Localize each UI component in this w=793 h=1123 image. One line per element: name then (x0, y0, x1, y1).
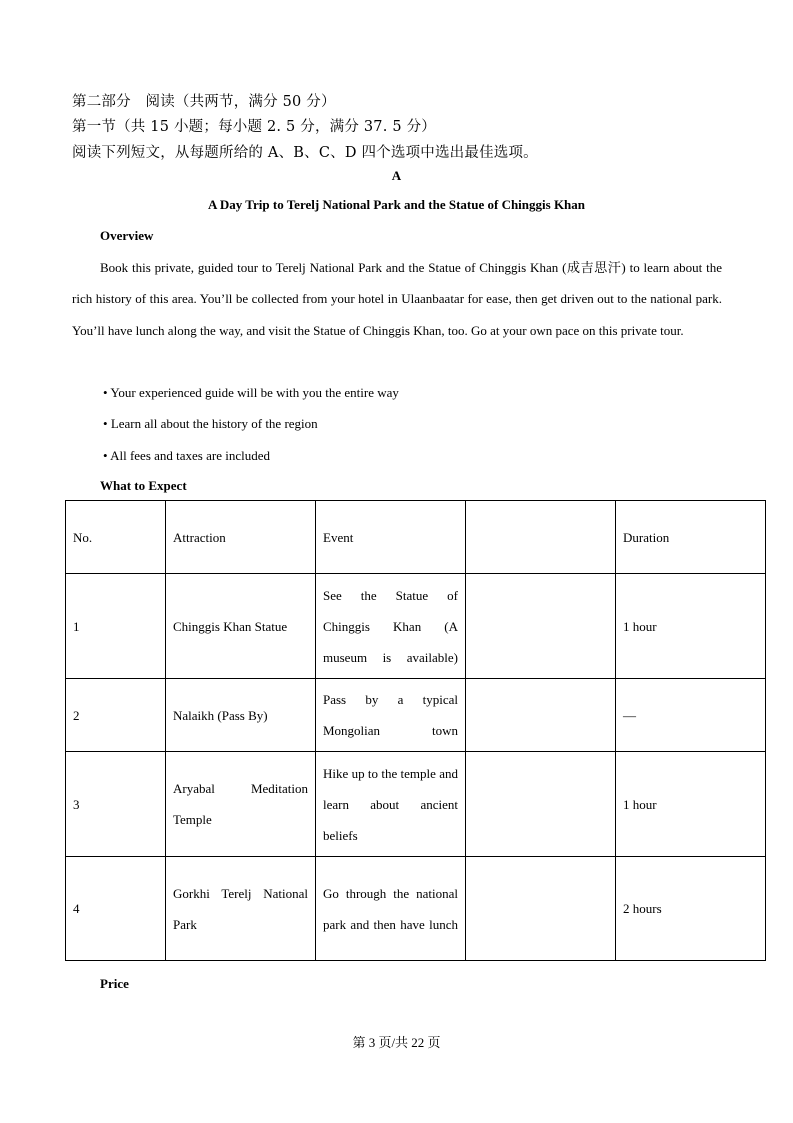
itinerary-table (65, 500, 766, 961)
table-row (66, 752, 766, 857)
feature-item: • All fees and taxes are included (103, 447, 270, 463)
table-row (66, 574, 766, 679)
cell-event: Pass by a typical Mongolian town (316, 679, 466, 752)
cell-blank (466, 679, 616, 752)
page-number: 第 3 页/共 22 页 (352, 1035, 441, 1050)
cell-duration: 1 hour (616, 574, 766, 679)
cell-attraction: Nalaikh (Pass By) (166, 679, 316, 752)
header-cell-event: Event (316, 501, 466, 574)
table-row (66, 679, 766, 752)
feature-item: • Learn all about the history of the region (103, 416, 318, 432)
header-cell-duration: Duration (616, 501, 766, 574)
part-heading: 第二部分 阅读（共两节，满分 50 分） (72, 94, 336, 110)
table-row (66, 857, 766, 961)
price-heading: Price (100, 976, 129, 991)
cell-duration: 1 hour (616, 752, 766, 857)
cell-no: 3 (66, 752, 166, 857)
cell-duration: — (616, 679, 766, 752)
overview-paragraph: Book this private, guided tour to Terelj National Park and the Statue of Chinggis Khan (成吉思汗) to learn about the rich history of this area. You’ll be collected from your hotel in Ulaanbaatar for ease, then get driven out to the national park. You’ll have lunch along the way, and visit the Statue of Chinggis Khan, too. Go at your own pace on this private tour. (72, 260, 722, 338)
cell-duration: 2 hours (616, 857, 766, 961)
cell-blank (466, 574, 616, 679)
what-to-expect-heading: What to Expect (100, 478, 187, 493)
cell-blank (466, 857, 616, 961)
cell-attraction: Aryabal Meditation Temple (166, 752, 316, 857)
header-cell-blank (466, 501, 616, 574)
overview-heading: Overview (100, 228, 154, 243)
feature-item: • Your experienced guide will be with you the entire way (103, 385, 399, 400)
cell-attraction: Chinggis Khan Statue (166, 574, 316, 679)
cell-attraction: Gorkhi Terelj National Park (166, 857, 316, 961)
instruction-text: 阅读下列短文，从每题所给的 A、B、C、D 四个选项中选出最佳选项。 (72, 145, 538, 161)
cell-event: Go through the national park and then have lunch (316, 857, 466, 961)
passage-letter: A (391, 168, 402, 183)
cell-no: 2 (66, 679, 166, 752)
cell-blank (466, 752, 616, 857)
cell-no: 4 (66, 857, 166, 961)
cell-no: 1 (66, 574, 166, 679)
table-header-row (66, 501, 766, 574)
section-heading: 第一节（共 15 小题；每小题 2. 5 分，满分 37. 5 分） (72, 119, 436, 135)
cell-event: See the Statue of Chinggis Khan (A museum is available) (316, 574, 466, 679)
header-cell-attraction: Attraction (166, 501, 316, 574)
feature-list (103, 383, 399, 477)
header-cell-no: No. (66, 501, 166, 574)
passage-title: A Day Trip to Terelj National Park and the Statue of Chinggis Khan (207, 197, 586, 212)
cell-event: Hike up to the temple and learn about ancient beliefs (316, 752, 466, 857)
